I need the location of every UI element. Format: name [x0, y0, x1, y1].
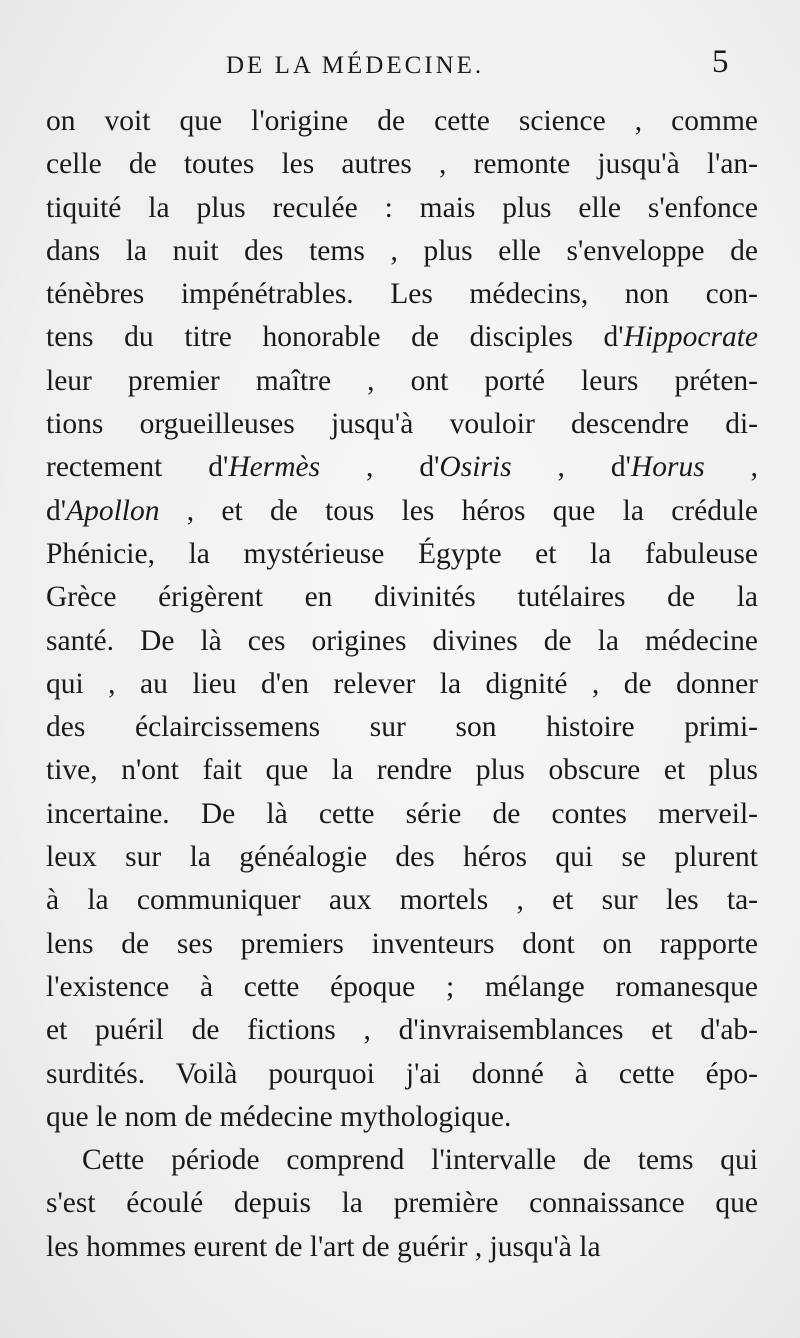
- text-segment: santé. De là ces origines divines de la médecine: [46, 624, 758, 657]
- text-line: [46, 966, 758, 1009]
- text-line: [46, 923, 758, 966]
- text-segment: d': [46, 494, 67, 527]
- text-segment: qui , au lieu d'en relever la dignité , de donner: [46, 667, 758, 700]
- text-line: [46, 490, 758, 533]
- text-line: [46, 143, 758, 186]
- text-segment: des éclaircissemens sur son histoire primi-: [46, 711, 758, 744]
- text-line: [46, 1053, 758, 1096]
- italic-name: Apollon: [66, 494, 160, 527]
- text-line: [46, 1226, 758, 1269]
- text-line: [46, 403, 758, 446]
- page-header: [0, 46, 800, 86]
- text-line: [46, 620, 758, 663]
- text-line: [46, 187, 758, 230]
- text-segment: dans la nuit des tems , plus elle s'enveloppe de: [46, 234, 758, 267]
- text-segment: on voit que l'origine de cette science , comme: [46, 105, 758, 137]
- body-text: [46, 100, 758, 1269]
- text-segment: Grèce érigèrent en divinités tutélaires de la: [46, 581, 758, 614]
- text-segment: , d': [320, 451, 440, 484]
- text-line: [46, 1009, 758, 1052]
- text-line: [46, 533, 758, 576]
- text-segment: à la communiquer aux mortels , et sur les ta-: [46, 884, 758, 917]
- text-segment: que le nom de médecine mythologique.: [46, 1100, 512, 1133]
- text-segment: lens de ses premiers inventeurs dont on rapporte: [46, 927, 758, 960]
- text-line: [46, 793, 758, 836]
- text-segment: leur premier maître , ont porté leurs préten-: [46, 364, 758, 397]
- italic-name: Osiris: [439, 451, 512, 484]
- text-line: [46, 663, 758, 706]
- text-line: [46, 1096, 758, 1139]
- text-line: [46, 1139, 758, 1182]
- italic-name: Horus: [630, 451, 705, 484]
- text-segment: celle de toutes les autres , remonte jusqu'à l'an-: [46, 148, 758, 181]
- text-segment: leux sur la généalogie des héros qui se plurent: [46, 841, 758, 874]
- text-line: [46, 879, 758, 922]
- text-segment: tions orgueilleuses jusqu'à vouloir descendre di-: [46, 408, 758, 441]
- text-line: [46, 100, 758, 143]
- text-line: [46, 576, 758, 619]
- text-segment: rectement d': [46, 451, 229, 484]
- text-segment: les hommes eurent de l'art de guérir , jusqu'à la: [46, 1230, 601, 1263]
- text-line: [46, 446, 758, 489]
- text-line: [46, 360, 758, 403]
- text-segment: Phénicie, la mystérieuse Égypte et la fabuleuse: [46, 537, 758, 570]
- text-segment: tiquité la plus reculée : mais plus elle s'enfonce: [46, 191, 758, 224]
- text-segment: ténèbres impénétrables. Les médecins, non con-: [46, 278, 758, 311]
- text-line: [46, 273, 758, 316]
- running-head: DE LA MÉDECINE.: [226, 52, 485, 79]
- text-line: [46, 836, 758, 879]
- text-segment: l'existence à cette époque ; mélange romanesque: [46, 970, 758, 1003]
- italic-name: Hippocrate: [623, 321, 758, 354]
- text-line: [46, 706, 758, 749]
- text-segment: s'est écoulé depuis la première connaissance que: [46, 1187, 758, 1220]
- text-line: [46, 316, 758, 359]
- text-segment: tive, n'ont fait que la rendre plus obscure et plus: [46, 754, 758, 787]
- text-line: [46, 749, 758, 792]
- text-line: [46, 230, 758, 273]
- text-segment: tens du titre honorable de disciples d': [46, 321, 624, 354]
- text-line: [46, 1182, 758, 1225]
- text-segment: , et de tous les héros que la crédule: [159, 494, 758, 527]
- text-segment: Cette période comprend l'intervalle de tems qui: [82, 1144, 758, 1177]
- text-segment: , d': [511, 451, 631, 484]
- italic-name: Hermès: [228, 451, 321, 484]
- text-segment: surdités. Voilà pourquoi j'ai donné à cette épo-: [46, 1057, 758, 1090]
- text-segment: ,: [704, 451, 758, 484]
- text-segment: et puéril de fictions , d'invraisemblances et d'ab-: [46, 1014, 758, 1047]
- page-number: 5: [712, 44, 729, 80]
- text-segment: incertaine. De là cette série de contes merveil-: [46, 797, 758, 830]
